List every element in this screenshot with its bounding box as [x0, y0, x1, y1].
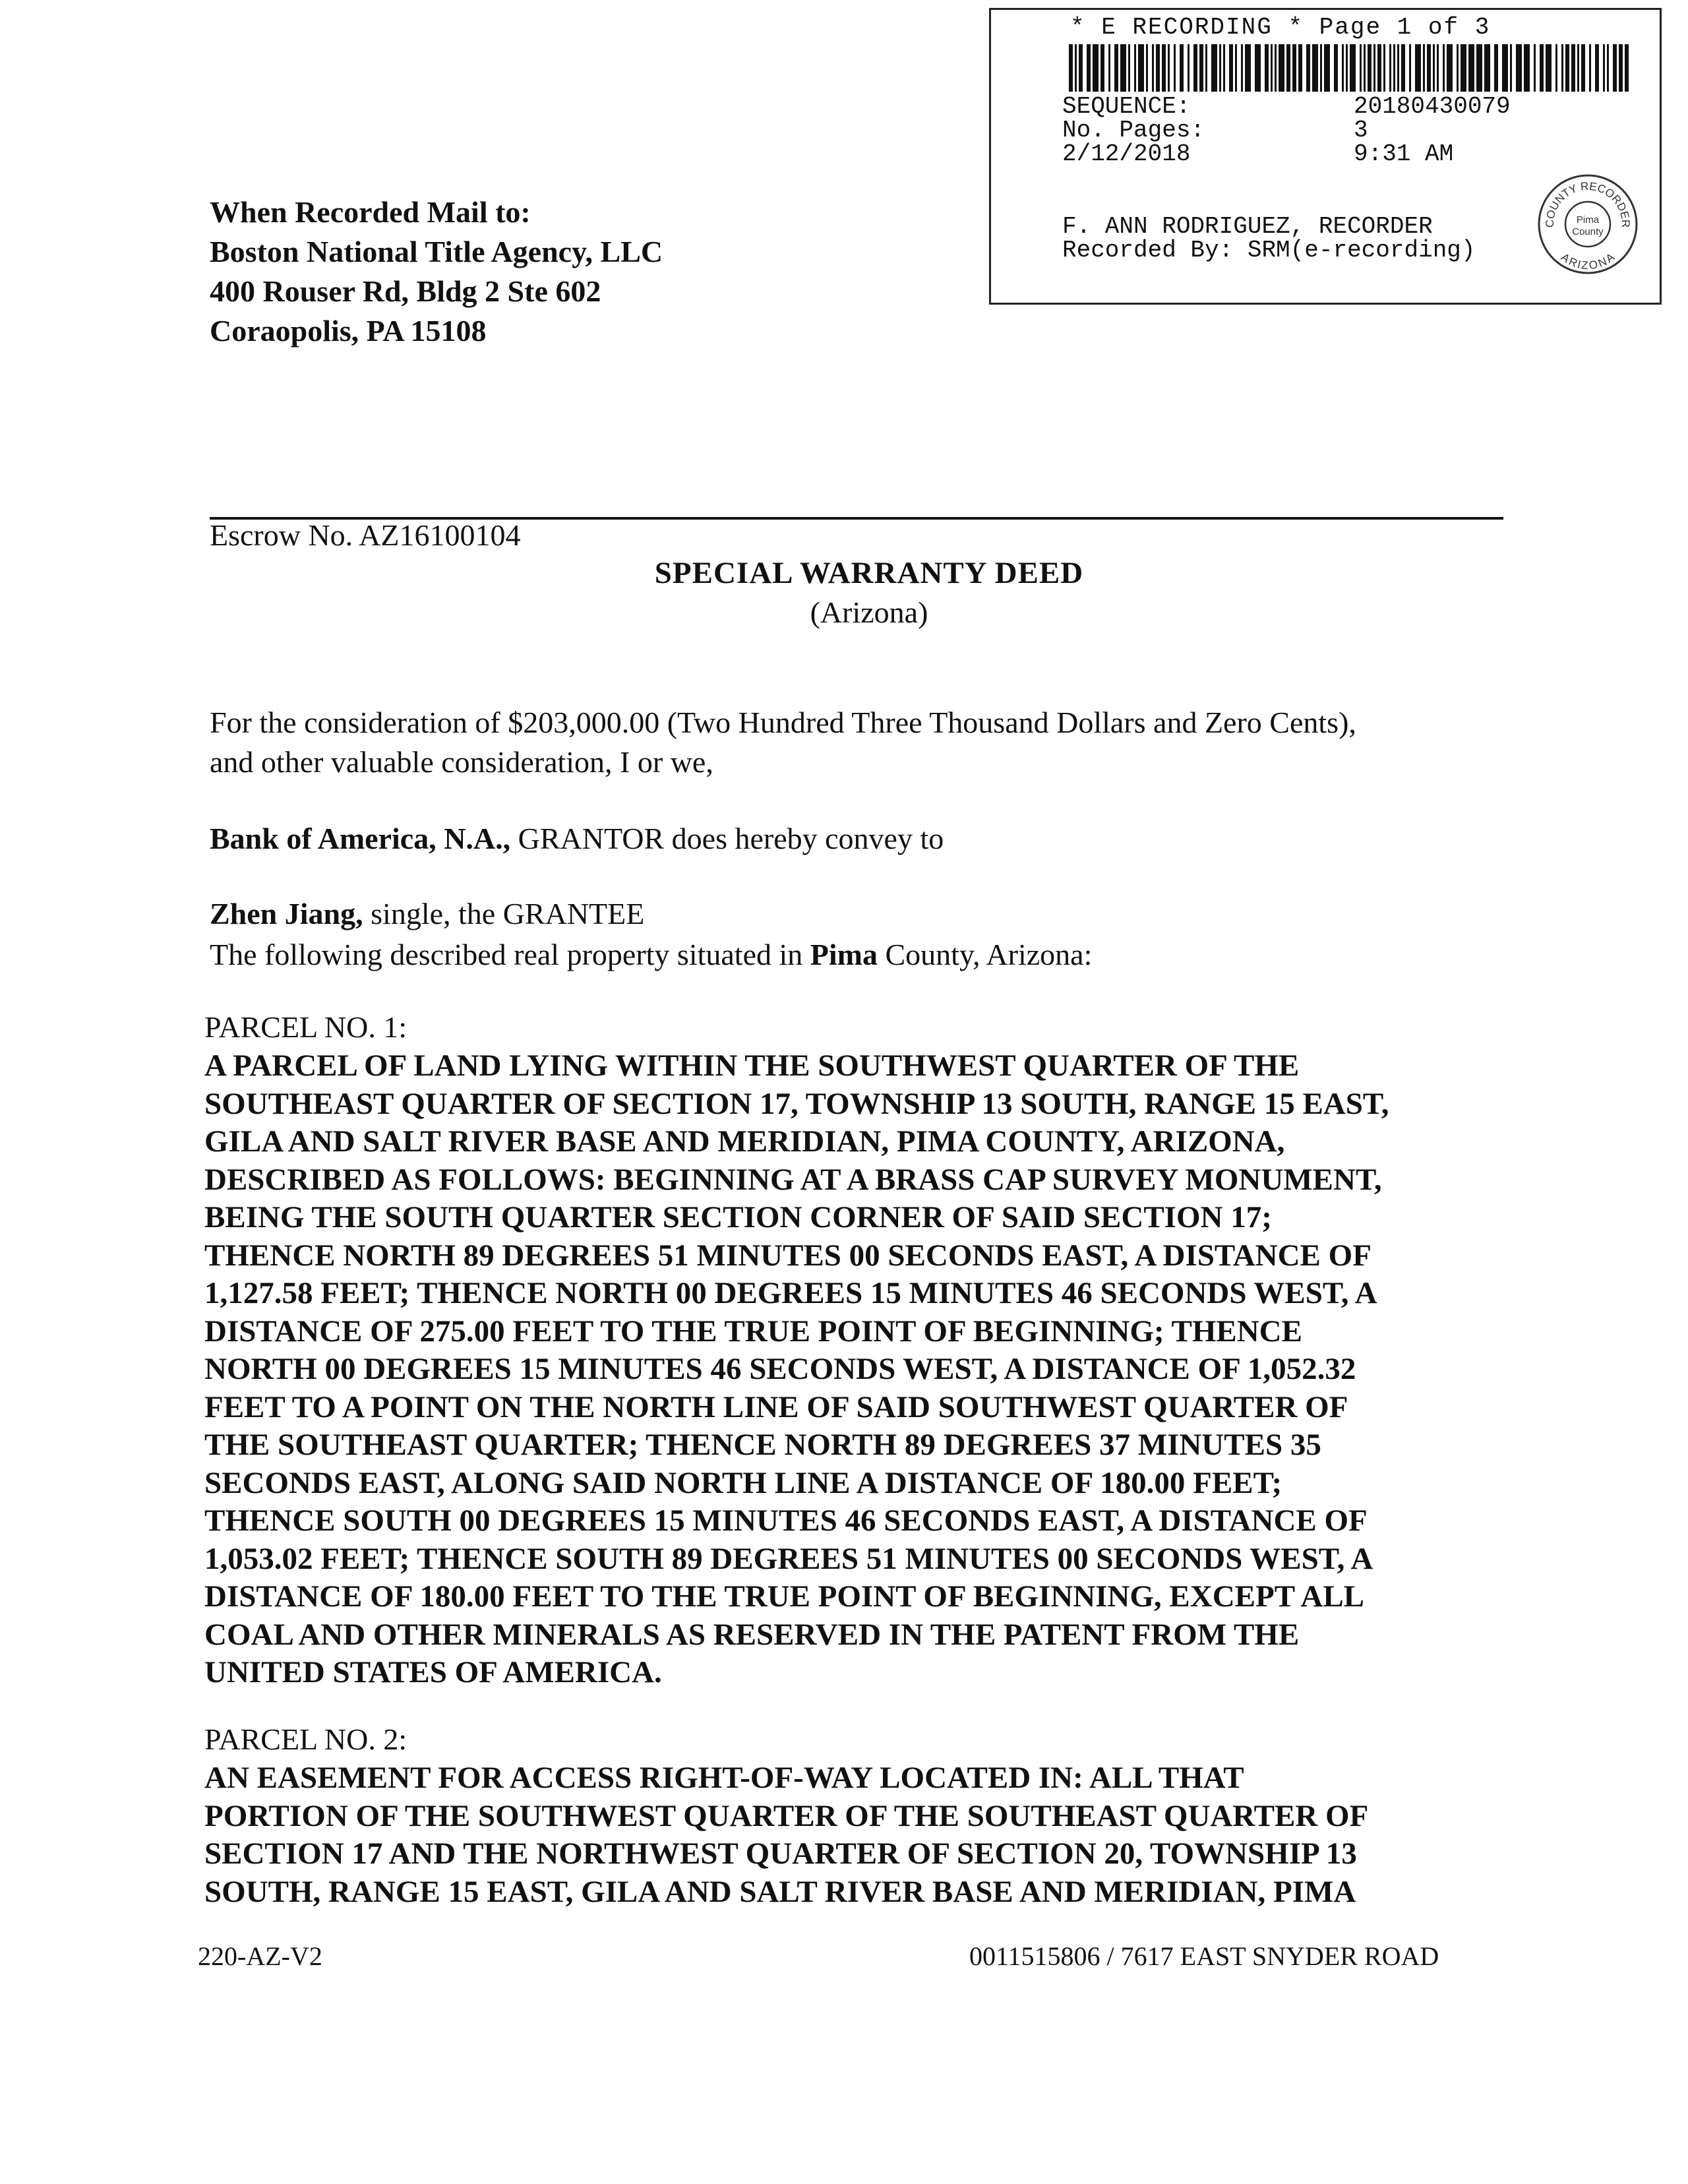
parcel1-line: DESCRIBED AS FOLLOWS: BEGINNING AT A BRASS CAP SURVEY MONUMENT,	[204, 1162, 1382, 1197]
sequence-label: SEQUENCE:	[1062, 93, 1191, 120]
sequence-value: 20180430079	[1354, 93, 1511, 120]
situated-after: County, Arizona:	[877, 938, 1093, 971]
deed-title: SPECIAL WARRANTY DEED	[654, 556, 1084, 590]
seal-top-text: COUNTY RECORDER	[1543, 179, 1633, 228]
parcel1-line: 1,053.02 FEET; THENCE SOUTH 89 DEGREES 51 MINUTES 00 SECONDS WEST, A	[204, 1541, 1373, 1576]
situated-before: The following described real property situated in	[210, 938, 810, 971]
mail-to-line2: 400 Rouser Rd, Bldg 2 Ste 602	[210, 274, 601, 308]
parcel1-line: THENCE SOUTH 00 DEGREES 15 MINUTES 46 SECONDS EAST, A DISTANCE OF	[204, 1503, 1368, 1538]
seal-center-line2: County	[1572, 226, 1604, 237]
form-code: 220-AZ-V2	[198, 1941, 322, 1971]
grantee-text: single, the GRANTEE	[363, 897, 645, 930]
parcel2-line: SOUTH, RANGE 15 EAST, GILA AND SALT RIVER BASE AND MERIDIAN, PIMA	[204, 1874, 1356, 1909]
recording-stamp	[989, 8, 1662, 305]
parcel1-line: SOUTHEAST QUARTER OF SECTION 17, TOWNSHIP 13 SOUTH, RANGE 15 EAST,	[204, 1086, 1389, 1121]
county-seal-icon	[1535, 171, 1641, 277]
parcel1-heading: PARCEL NO. 1:	[204, 1010, 407, 1044]
footer-reference: 0011515806 / 7617 EAST SNYDER ROAD	[969, 1941, 1439, 1971]
parcel2-line: AN EASEMENT FOR ACCESS RIGHT-OF-WAY LOCATED IN: ALL THAT	[204, 1761, 1244, 1795]
parcel1-line: THENCE NORTH 89 DEGREES 51 MINUTES 00 SECONDS EAST, A DISTANCE OF	[204, 1238, 1372, 1273]
seal-bottom-text: ARIZONA	[1558, 251, 1617, 272]
barcode-icon	[1069, 44, 1629, 92]
grantor-name: Bank of America, N.A.,	[210, 822, 511, 855]
parcel2-heading: PARCEL NO. 2:	[204, 1722, 407, 1756]
mail-to-block	[210, 193, 663, 351]
parcel1-line: COAL AND OTHER MINERALS AS RESERVED IN THE PATENT FROM THE	[204, 1617, 1300, 1652]
seal-center-line1: Pima	[1576, 214, 1600, 226]
parcel1-line: UNITED STATES OF AMERICA.	[204, 1655, 662, 1689]
parcel1-line: SECONDS EAST, ALONG SAID NORTH LINE A DISTANCE OF 180.00 FEET;	[204, 1465, 1282, 1500]
parcel2-line: SECTION 17 AND THE NORTHWEST QUARTER OF SECTION 20, TOWNSHIP 13	[204, 1836, 1357, 1871]
recorder-name: F. ANN RODRIGUEZ, RECORDER	[1062, 213, 1433, 240]
deed-state: (Arizona)	[810, 595, 928, 629]
consideration-line2: and other valuable consideration, I or we,	[210, 745, 713, 779]
mail-to-line1: Boston National Title Agency, LLC	[210, 235, 663, 268]
parcel2-description	[204, 1759, 1477, 1911]
recording-date: 2/12/2018	[1062, 140, 1191, 167]
parcel1-line: A PARCEL OF LAND LYING WITHIN THE SOUTHWEST QUARTER OF THE	[204, 1048, 1300, 1083]
parcel1-line: FEET TO A POINT ON THE NORTH LINE OF SAID SOUTHWEST QUARTER OF	[204, 1389, 1348, 1424]
parcel1-description	[204, 1047, 1477, 1692]
consideration-line1: For the consideration of $203,000.00 (Two Hundred Three Thousand Dollars and Zero Cents),	[210, 706, 1356, 739]
mail-to-heading: When Recorded Mail to:	[210, 195, 531, 229]
mail-to-line3: Coraopolis, PA 15108	[210, 314, 487, 348]
pages-label: No. Pages:	[1062, 117, 1205, 144]
parcel1-line: THE SOUTHEAST QUARTER; THENCE NORTH 89 DEGREES 37 MINUTES 35	[204, 1428, 1321, 1462]
parcel1-line: NORTH 00 DEGREES 15 MINUTES 46 SECONDS WEST, A DISTANCE OF 1,052.32	[204, 1352, 1356, 1386]
pages-value: 3	[1354, 117, 1368, 144]
parcel1-line: GILA AND SALT RIVER BASE AND MERIDIAN, PIMA COUNTY, ARIZONA,	[204, 1124, 1285, 1159]
grantor-line	[210, 819, 1502, 859]
grantor-text: GRANTOR does hereby convey to	[510, 822, 944, 855]
grantee-name: Zhen Jiang,	[210, 897, 363, 930]
escrow-number: Escrow No. AZ16100104	[210, 518, 521, 552]
recording-time: 9:31 AM	[1354, 140, 1454, 167]
parcel1-line: DISTANCE OF 275.00 FEET TO THE TRUE POINT OF BEGINNING; THENCE	[204, 1314, 1302, 1349]
recorded-by: Recorded By: SRM(e-recording)	[1062, 237, 1476, 264]
parcel1-line: BEING THE SOUTH QUARTER SECTION CORNER OF SAID SECTION 17;	[204, 1200, 1272, 1234]
parcel1-line: DISTANCE OF 180.00 FEET TO THE TRUE POINT OF BEGINNING, EXCEPT ALL	[204, 1579, 1365, 1614]
parcel2-line: PORTION OF THE SOUTHWEST QUARTER OF THE SOUTHEAST QUARTER OF	[204, 1798, 1369, 1833]
grantee-line	[210, 894, 1502, 934]
recording-header: * E RECORDING * Page 1 of 3	[1070, 14, 1491, 41]
consideration-paragraph	[210, 703, 1502, 782]
parcel1-line: 1,127.58 FEET; THENCE NORTH 00 DEGREES 15 MINUTES 46 SECONDS WEST, A	[204, 1276, 1377, 1310]
property-situated-line	[210, 935, 1502, 975]
situated-county: Pima	[810, 938, 878, 971]
